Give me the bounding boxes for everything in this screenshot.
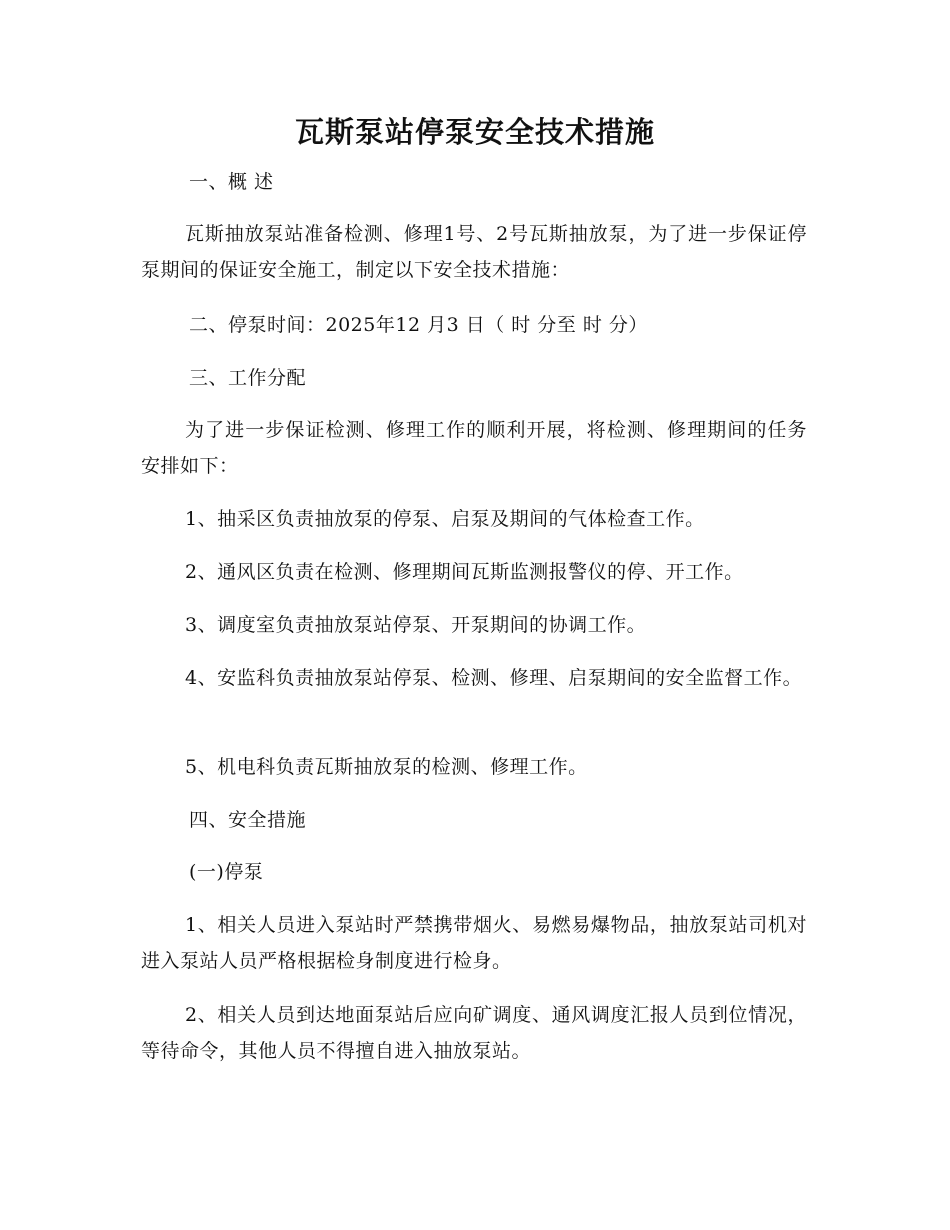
- list-item-1: 1、抽采区负责抽放泵的停泵、启泵及期间的气体检查工作。: [185, 508, 705, 530]
- list-item-4: 4、安监科负责抽放泵站停泵、检测、修理、启泵期间的安全监督工作。: [185, 667, 803, 689]
- section-heading-overview: 一、概 述: [189, 171, 274, 193]
- document-title: 瓦斯泵站停泵安全技术措施: [294, 115, 655, 149]
- measure-item-1: 1、相关人员进入泵站时严禁携带烟火、易燃易爆物品，抽放泵站司机对进入泵站人员严格根据检身制度进行检身。: [141, 914, 807, 972]
- list-item-2: 2、通风区负责在检测、修理期间瓦斯监测报警仪的停、开工作。: [185, 561, 744, 583]
- section-heading-safety-measures: 四、安全措施: [189, 809, 307, 831]
- paragraph-intro: 瓦斯抽放泵站准备检测、修理1号、2号瓦斯抽放泵，为了进一步保证停泵期间的保证安全施工，制定以下安全技术措施：: [141, 223, 807, 281]
- list-item-3: 3、调度室负责抽放泵站停泵、开泵期间的协调工作。: [185, 614, 647, 636]
- paragraph-task-arrangement: 为了进一步保证检测、修理工作的顺利开展，将检测、修理期间的任务安排如下：: [141, 419, 807, 477]
- paragraph-stop-time: 二、停泵时间：2025年12 月3 日（ 时 分至 时 分）: [189, 314, 648, 336]
- list-item-5: 5、机电科负责瓦斯抽放泵的检测、修理工作。: [185, 756, 588, 778]
- section-heading-work-assignment: 三、工作分配: [189, 367, 307, 389]
- measure-item-2: 2、相关人员到达地面泵站后应向矿调度、通风调度汇报人员到位情况，等待命令，其他人员不得擅自进入抽放泵站。: [141, 1004, 807, 1062]
- subsection-heading-stop-pump: (一)停泵: [189, 861, 264, 883]
